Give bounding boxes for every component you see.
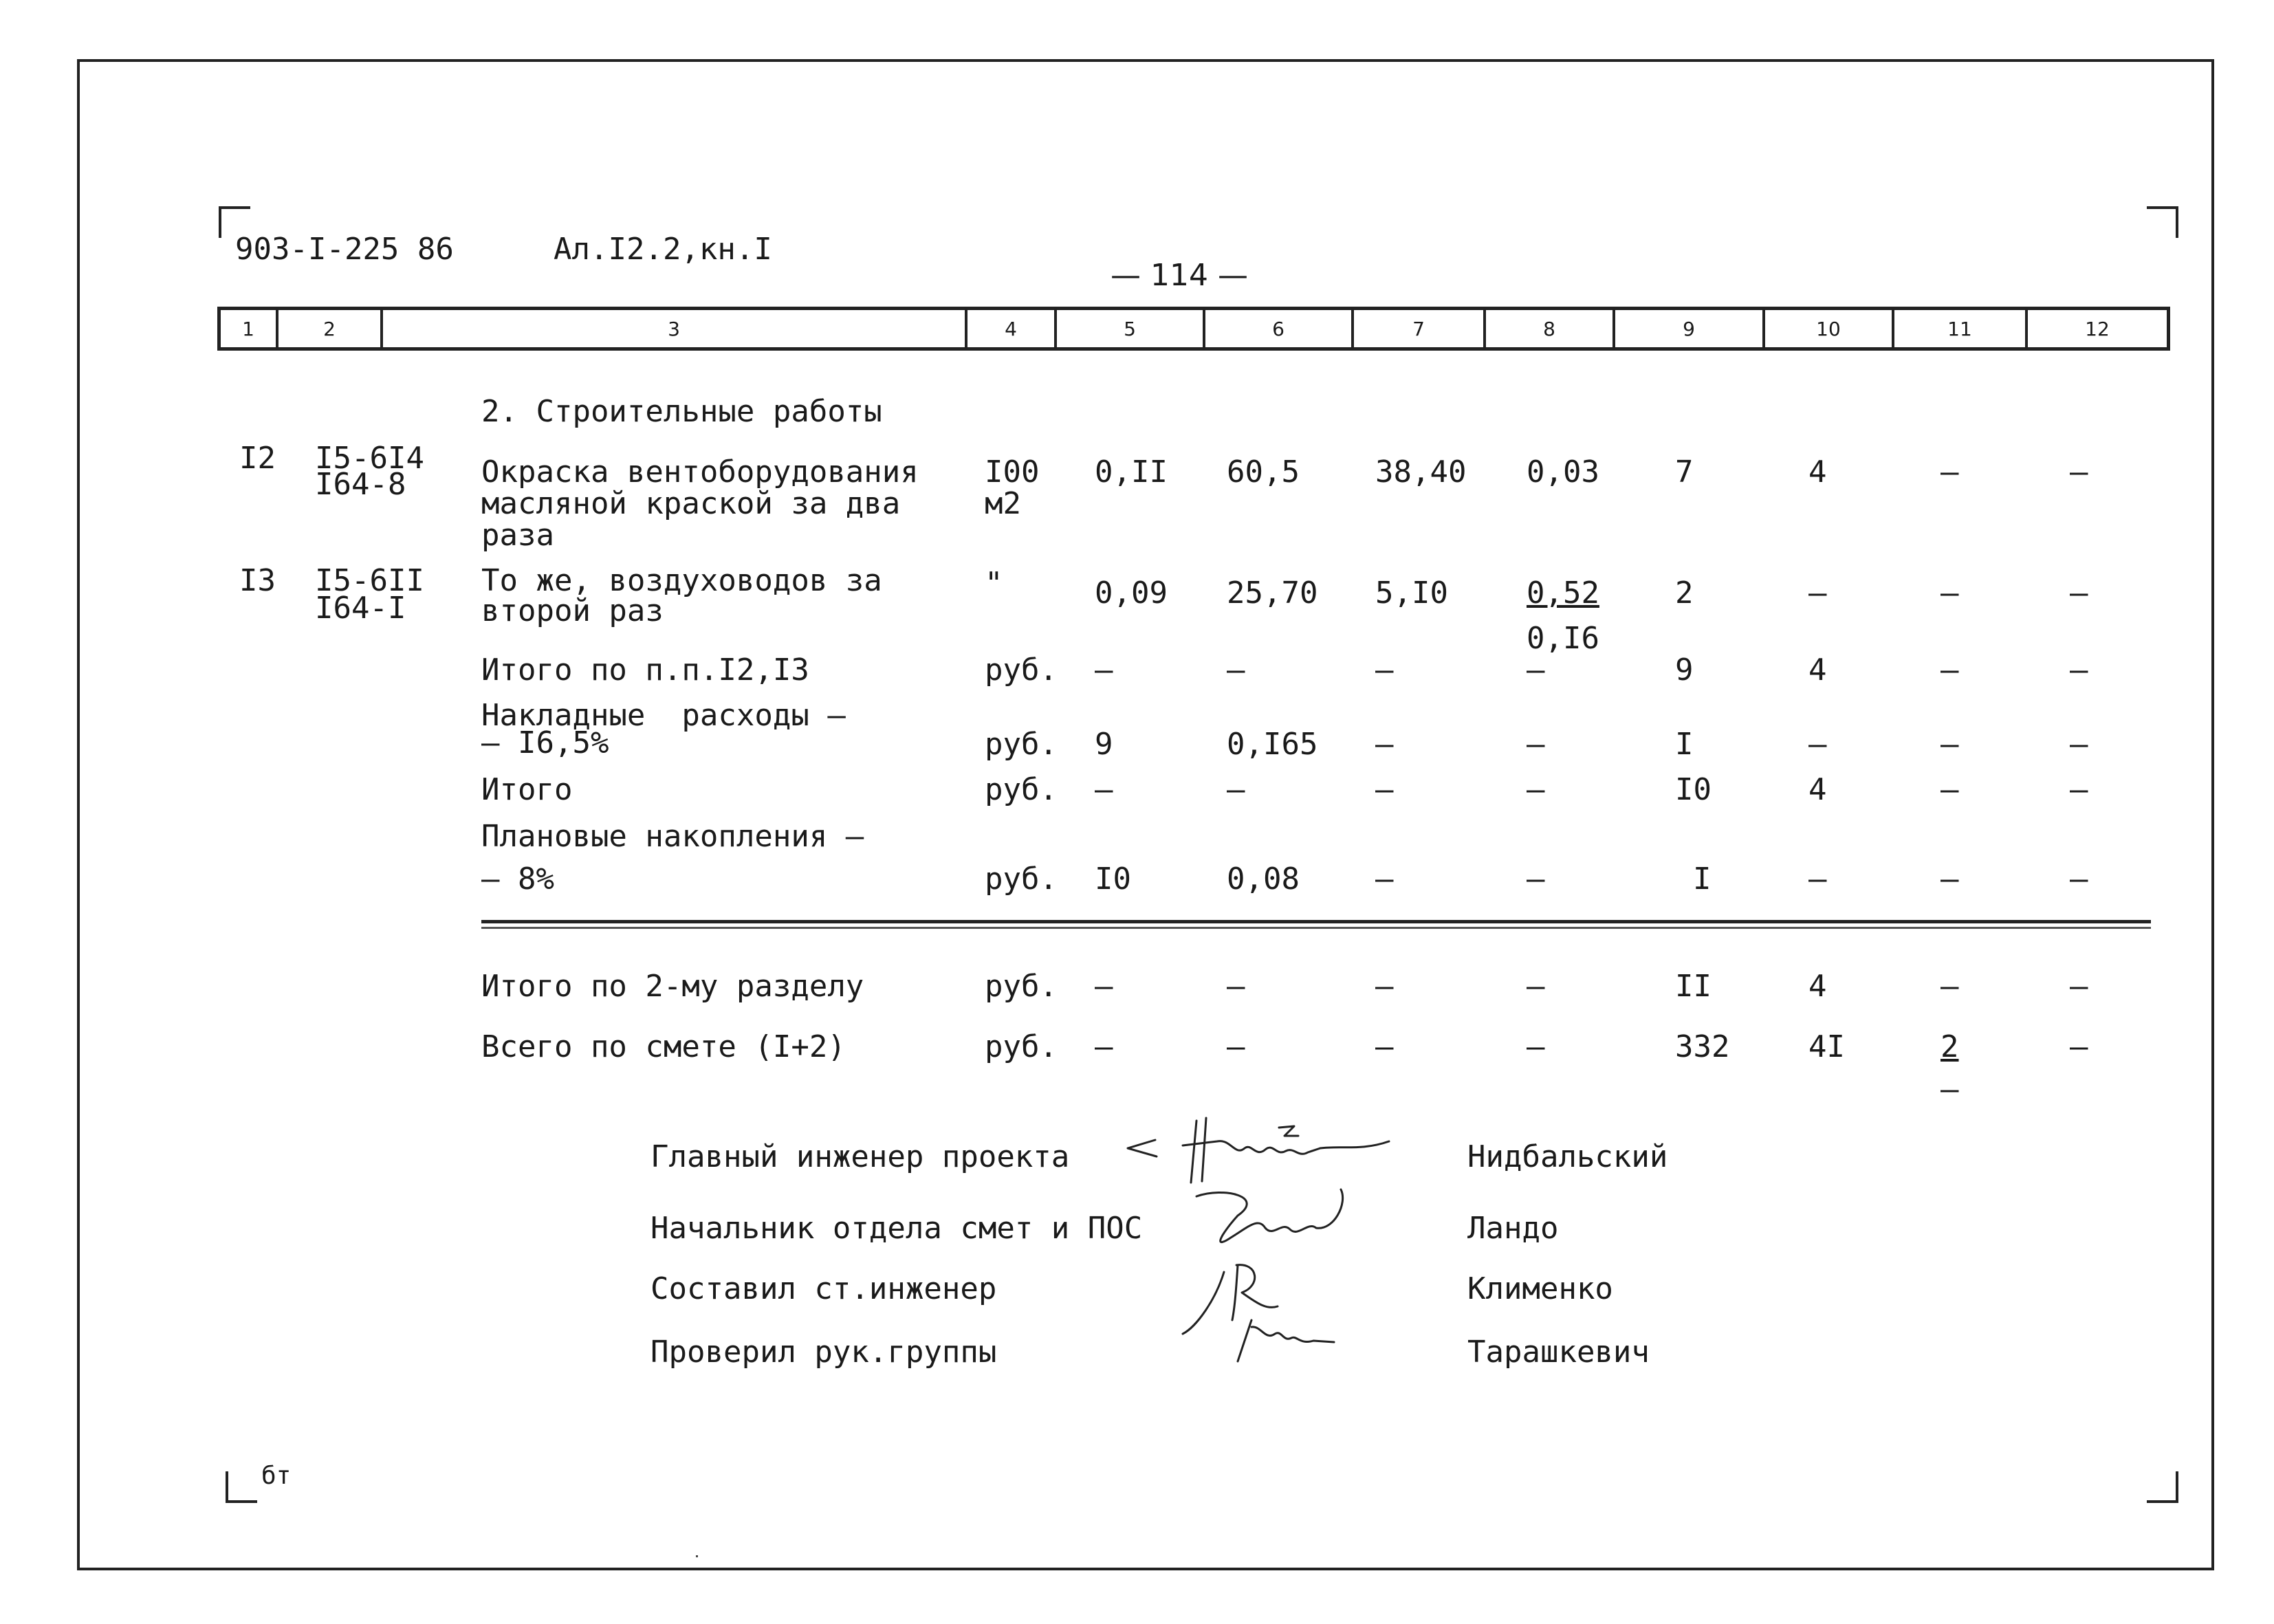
column-number: 2 [278, 310, 383, 347]
cell-9: II [1675, 969, 1712, 1004]
unit: руб. [985, 772, 1058, 807]
album-ref: Ал.I2.2,кн.I [554, 232, 772, 267]
cell-9: I [1675, 727, 1694, 762]
cell-8: – [1527, 1029, 1545, 1064]
signatory-name: Ландо [1467, 1211, 1559, 1246]
cell-10: 4I [1808, 1029, 1845, 1064]
signatory-role: Проверил рук.группы [651, 1335, 997, 1370]
cell-11: – [1940, 652, 1959, 688]
cell-12: – [2070, 652, 2088, 688]
cell-12: – [2070, 969, 2088, 1004]
column-number: 3 [383, 310, 967, 347]
signatory-name: Клименко [1467, 1271, 1613, 1306]
cell-6: – [1227, 772, 1245, 807]
work-name: – I6,5% [481, 725, 609, 760]
column-number: 8 [1486, 310, 1615, 347]
scan-speck [696, 1555, 698, 1557]
cell-8: – [1527, 772, 1545, 807]
signatory-role: Составил ст.инженер [651, 1271, 997, 1306]
cell-10: – [1808, 575, 1827, 611]
cell-12: – [2070, 454, 2088, 490]
cell-11: – [1940, 727, 1959, 762]
cell-5: 0,09 [1095, 575, 1168, 611]
column-number: 10 [1765, 310, 1894, 347]
cell-6: 60,5 [1227, 454, 1300, 490]
cell-9: I0 [1675, 772, 1712, 807]
cell-8: – [1527, 652, 1545, 688]
cell-12: – [2070, 862, 2088, 897]
cell-6: 0,08 [1227, 862, 1300, 897]
cell-10: 4 [1808, 454, 1827, 490]
corner-mark-bottom-right [2147, 1471, 2178, 1503]
work-name: Плановые накопления – [481, 819, 864, 854]
cell-7: – [1375, 862, 1394, 897]
unit: м2 [985, 486, 1021, 521]
cell-5: – [1095, 772, 1113, 807]
rate-code: I64-I [315, 591, 406, 626]
column-number-row [217, 307, 2170, 351]
cell-12: – [2070, 575, 2088, 611]
column-number: 5 [1057, 310, 1205, 347]
signatory-name: Тарашкевич [1467, 1335, 1650, 1370]
column-number: 11 [1894, 310, 2028, 347]
column-number: 7 [1354, 310, 1486, 347]
cell-9: 332 [1675, 1029, 1730, 1064]
cell-8: – [1527, 727, 1545, 762]
page-number: — 114 — [1111, 258, 1248, 293]
cell-5: – [1095, 1029, 1113, 1064]
work-name: Накладные расходы – [481, 698, 846, 733]
work-name: Итого [481, 772, 573, 807]
cell-10: 4 [1808, 772, 1827, 807]
unit: руб. [985, 862, 1058, 897]
work-name: – 8% [481, 862, 554, 897]
cell-7: – [1375, 969, 1394, 1004]
cell-6: 0,I65 [1227, 727, 1318, 762]
column-number: 4 [967, 310, 1057, 347]
corner-mark-bottom-left [226, 1471, 257, 1503]
column-number: 6 [1205, 310, 1354, 347]
cell-9: 7 [1675, 454, 1694, 490]
cell-5: 0,II [1095, 454, 1168, 490]
handwritten-signatures [1114, 1100, 1444, 1375]
work-name: Окраска вентоборудования [481, 454, 919, 490]
signatory-role: Главный инженер проекта [651, 1139, 1070, 1174]
cell-7: – [1375, 1029, 1394, 1064]
signatory-role: Начальник отдела смет и ПОС [651, 1211, 1143, 1246]
cell-11-secondary: – [1940, 1072, 1959, 1107]
cell-10: 4 [1808, 652, 1827, 688]
section-title: 2. Строительные работы [481, 394, 882, 429]
work-name: раза [481, 518, 554, 553]
cell-11: – [1940, 862, 1959, 897]
row-number: I3 [239, 563, 276, 598]
cell-6: – [1227, 652, 1245, 688]
cell-11: – [1940, 772, 1959, 807]
cell-6: 25,70 [1227, 575, 1318, 611]
work-name: масляной краской за два [481, 486, 901, 521]
cell-10: – [1808, 727, 1827, 762]
doc-code: 903-I-225 86 [235, 232, 454, 267]
cell-11: – [1940, 454, 1959, 490]
signatory-name: Нидбальский [1467, 1139, 1668, 1174]
cell-12: – [2070, 727, 2088, 762]
unit: руб. [985, 727, 1058, 762]
cell-8: – [1527, 862, 1545, 897]
cell-9: 2 [1675, 575, 1694, 611]
work-name: второй раз [481, 593, 664, 628]
cell-8: 0,03 [1527, 454, 1599, 490]
column-number: 9 [1615, 310, 1765, 347]
cell-7: 5,I0 [1375, 575, 1448, 611]
total-label: Всего по смете (I+2) [481, 1029, 846, 1064]
work-name: То же, воздуховодов за [481, 563, 882, 598]
unit: руб. [985, 1029, 1058, 1064]
unit: руб. [985, 652, 1058, 688]
unit: " [985, 566, 1003, 601]
cell-5: I0 [1095, 862, 1131, 897]
cell-11: – [1940, 575, 1959, 611]
rate-code: I5-6II [315, 563, 424, 598]
footer-mark: бт [261, 1462, 292, 1490]
cell-10: – [1808, 862, 1827, 897]
corner-mark-top-right [2147, 206, 2178, 238]
cell-7: – [1375, 652, 1394, 688]
cell-7: – [1375, 727, 1394, 762]
cell-5: – [1095, 969, 1113, 1004]
cell-9: 9 [1675, 652, 1694, 688]
cell-8: 0,52 [1527, 575, 1599, 611]
cell-12: – [2070, 1029, 2088, 1064]
rate-code: I64-8 [315, 467, 406, 502]
separator-line [481, 927, 2151, 929]
cell-8: – [1527, 969, 1545, 1004]
cell-8-secondary: 0,I6 [1527, 621, 1599, 656]
separator-line [481, 920, 2151, 923]
cell-7: – [1375, 772, 1394, 807]
column-number: 1 [221, 310, 278, 347]
row-number: I2 [239, 441, 276, 476]
cell-7: 38,40 [1375, 454, 1467, 490]
cell-12: – [2070, 772, 2088, 807]
cell-11: 2 [1940, 1029, 1959, 1064]
unit: I00 [985, 454, 1040, 490]
cell-11: – [1940, 969, 1959, 1004]
cell-5: – [1095, 652, 1113, 688]
work-name: Итого по п.п.I2,I3 [481, 652, 809, 688]
cell-5: 9 [1095, 727, 1113, 762]
cell-6: – [1227, 1029, 1245, 1064]
cell-9: I [1693, 862, 1712, 897]
cell-10: 4 [1808, 969, 1827, 1004]
total-label: Итого по 2-му разделу [481, 969, 864, 1004]
rate-code: I5-6I4 [315, 441, 424, 476]
unit: руб. [985, 969, 1058, 1004]
column-number: 12 [2085, 317, 2110, 340]
cell-6: – [1227, 969, 1245, 1004]
